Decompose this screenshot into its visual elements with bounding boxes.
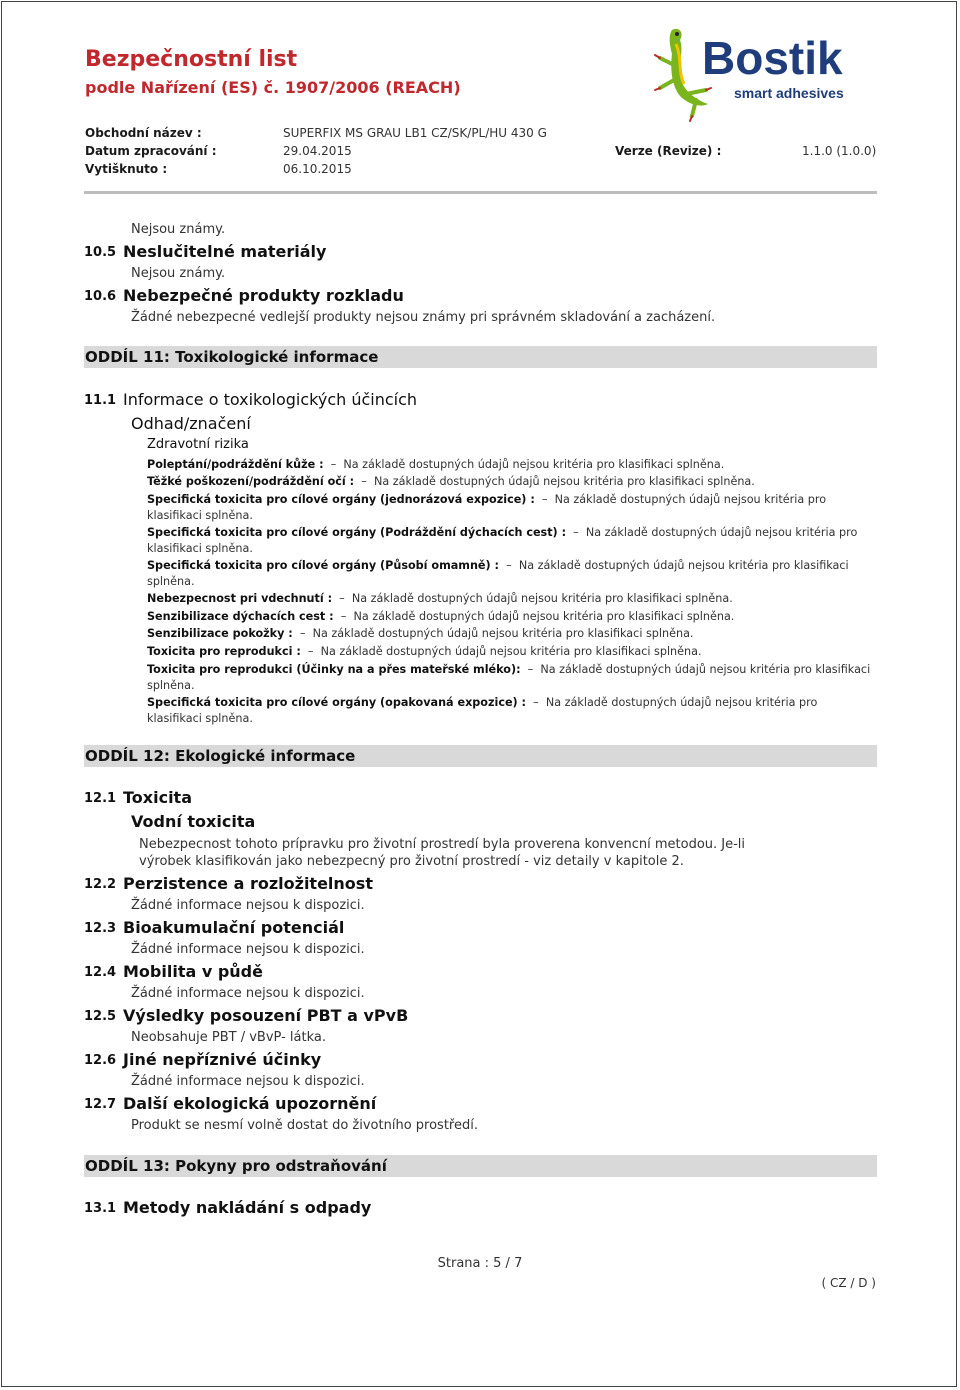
s12-5-title: Výsledky posouzení PBT a vPvB [123,1006,409,1025]
header-rule [84,191,877,194]
section-12-band: ODDÍL 12: Ekologické informace [84,745,877,767]
s12-6-number: 12.6 [84,1053,117,1068]
s12-aquatic-heading: Vodní toxicita [131,812,256,831]
s12-6-title: Jiné nepříznivé účinky [123,1050,322,1069]
tox-item: Nebezpecnost pri vdechnutí : – Na základě dostupných údajů nejsou kritéria pro klasifikaci splněna. [147,592,733,605]
svg-text:Bostik: Bostik [702,32,843,84]
s13-1-number: 13.1 [84,1201,117,1216]
s10-5-text: Nejsou známy. [131,266,226,281]
processing-date-label: Datum zpracování : [85,144,217,158]
s10-5-title: Neslučitelné materiály [123,242,327,261]
version-label: Verze (Revize) : [615,144,722,158]
s12-3-text: Žádné informace nejsou k dispozici. [131,942,365,957]
tox-item: Specifická toxicita pro cílové orgány (jednorázová expozice) : – Na základě dostupných údajů nejsou kritéria pro klasifikaci splněna. [147,493,827,522]
tox-item: Těžké poškození/podráždění očí : – Na základě dostupných údajů nejsou kritéria pro klasifikaci splněna. [147,475,755,488]
s10-6-text: Žádné nebezpecné vedlejší produkty nejsou známy pri správném skladování a zacházení. [131,310,716,325]
s10-intro-text: Nejsou známy. [131,222,226,237]
s12-7-number: 12.7 [84,1097,117,1112]
s12-7-title: Další ekologická upozornění [123,1094,377,1113]
bostik-logo [650,24,870,124]
s12-1-title: Toxicita [123,788,192,807]
s12-4-text: Žádné informace nejsou k dispozici. [131,986,365,1001]
s11-1-number: 11.1 [84,393,117,408]
tox-item: Toxicita pro reprodukci (Účinky na a přes mateřské mléko): – Na základě dostupných údajů nejsou kritéria pro klasifikaci splněna. [147,663,871,692]
s12-3-title: Bioakumulační potenciál [123,918,345,937]
s12-7-text: Produkt se nesmí volně dostat do životního prostředí. [131,1118,478,1133]
product-name-value: SUPERFIX MS GRAU LB1 CZ/SK/PL/HU 430 G [283,126,547,140]
language-code: ( CZ / D ) [821,1276,876,1290]
tox-item: Poleptání/podráždění kůže : – Na základě dostupných údajů nejsou kritéria pro klasifikaci splněna. [147,458,725,471]
printed-value: 06.10.2015 [283,162,352,176]
s13-1-title: Metody nakládání s odpady [123,1198,372,1217]
version-value: 1.1.0 (1.0.0) [802,144,877,158]
printed-label: Vytišknuto : [85,162,168,176]
product-name-label: Obchodní název : [85,126,202,140]
document-subtitle: podle Nařízení (ES) č. 1907/2006 (REACH) [85,78,461,97]
s12-4-title: Mobilita v půdě [123,962,263,981]
page-border [1,1,957,1387]
processing-date-value: 29.04.2015 [283,144,352,158]
s10-6-title: Nebezpečné produkty rozkladu [123,286,404,305]
s12-5-text: Neobsahuje PBT / vBvP- látka. [131,1030,326,1045]
s11-health-risks-heading: Zdravotní rizika [147,437,249,452]
tox-item: Senzibilizace dýchacích cest : – Na základě dostupných údajů nejsou kritéria pro klasifikaci splněna. [147,610,735,623]
s12-5-number: 12.5 [84,1009,117,1024]
tox-item: Toxicita pro reprodukci : – Na základě dostupných údajů nejsou kritéria pro klasifikaci splněna. [147,645,702,658]
section-11-band: ODDÍL 11: Toxikologické informace [84,346,877,368]
s10-5-number: 10.5 [84,245,117,260]
svg-text:smart adhesives: smart adhesives [734,85,844,101]
s11-1-title: Informace o toxikologických účincích [123,390,418,409]
s12-1-number: 12.1 [84,791,117,806]
s12-2-title: Perzistence a rozložitelnost [123,874,373,893]
page-number: Strana : 5 / 7 [437,1256,523,1271]
s12-2-text: Žádné informace nejsou k dispozici. [131,898,365,913]
s12-1-text-line2: výrobek klasifikován jako nebezpecný pro životní prostredí - viz detaily v kapitole 2. [139,854,684,869]
s10-6-number: 10.6 [84,289,117,304]
tox-item: Senzibilizace pokožky : – Na základě dostupných údajů nejsou kritéria pro klasifikaci splněna. [147,627,694,640]
s12-6-text: Žádné informace nejsou k dispozici. [131,1074,365,1089]
s12-1-text-line1: Nebezpecnost tohoto prípravku pro životní prostredí byla proverena konvencní metodou. Je-li [139,837,746,852]
document-title: Bezpečnostní list [85,47,298,72]
s12-2-number: 12.2 [84,877,117,892]
s12-3-number: 12.3 [84,921,117,936]
s12-4-number: 12.4 [84,965,117,980]
section-13-band: ODDÍL 13: Pokyny pro odstraňování [84,1155,877,1177]
s11-estimate-heading: Odhad/značení [131,414,251,433]
tox-item: Specifická toxicita pro cílové orgány (opakovaná expozice) : – Na základě dostupných údajů nejsou kritéria pro klasifikaci splněna. [147,696,818,725]
tox-item: Specifická toxicita pro cílové orgány (Působí omamně) : – Na základě dostupných údajů nejsou kritéria pro klasifikaci splněna. [147,559,849,588]
tox-item: Specifická toxicita pro cílové orgány (Podráždění dýchacích cest) : – Na základě dostupných údajů nejsou kritéria pro klasifikaci splněna. [147,526,858,555]
